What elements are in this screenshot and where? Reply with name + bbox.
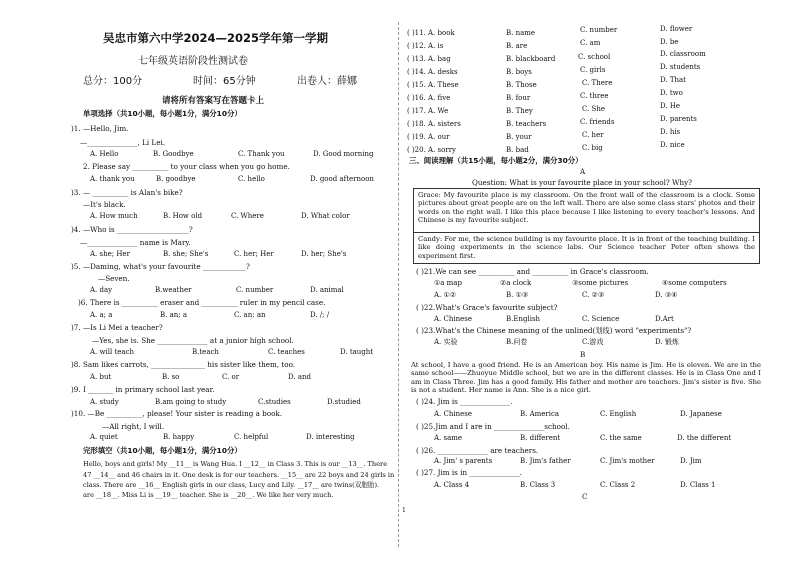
q24-stem: ( )24. Jim is ______________. <box>416 397 513 406</box>
q24-option-d: D. Japanese <box>680 410 722 418</box>
q3-option-c: C. Where <box>231 212 264 220</box>
passage-a-question: Question: What is your favourite place in your school? Why? <box>472 178 692 187</box>
candy-box <box>413 232 760 264</box>
cloze-18-a: ( )18. A. sisters <box>407 120 461 128</box>
q22-option-c: C. Science <box>582 315 620 323</box>
q23-option-b: B.问卷 <box>506 338 528 346</box>
q7-option-b: B.teach <box>192 348 219 356</box>
q3-option-b: B. How old <box>163 212 203 220</box>
passage-b-text: At school, I have a good friend. He is an American boy. His name is Jim. He is eleven. We are in the same school——Zhuoyue Middle school, but we are in the different classes. He is in Class One and I am in Class Three. Jim has a good family. His father and mother are teachers. Jim's sister is five. She is not a student. Her name is Ann. She is a nice girl. <box>411 361 761 395</box>
grace-text: Grace: My favourite place is my classroom. On the front wall of the classroom is a clock. Some pictures about great people are on the left wall. There are also some class stars' photos and their words on the right wall. I like this place because I like listening to every teacher's lessons. And Chinese is my favourite subject. <box>418 191 755 225</box>
section-2-title: 完形填空（共10小题，每小题1分，满分10分） <box>83 446 242 455</box>
cloze-16-c: C. three <box>580 92 609 100</box>
q6-option-a: A. a; a <box>90 311 113 319</box>
cloze-18-b: B. teachers <box>506 120 547 128</box>
q27-stem: ( )27. Jim is in ______________. <box>416 468 522 477</box>
q5-option-b: B.weather <box>155 286 192 294</box>
cloze-line-3: class. There are __16__ English girls in our class, Lucy and Lily. __17__ are twins(双胞胎). <box>83 481 380 489</box>
q21-item-1: ①a map <box>434 279 462 287</box>
q3-stem2: —It's black. <box>83 200 126 209</box>
answer-notice: 请将所有答案写在答题卡上 <box>162 96 265 106</box>
column-divider <box>398 22 399 547</box>
cloze-19-c: C. her <box>582 131 604 139</box>
cloze-19-b: B. your <box>506 133 532 141</box>
q21-option-a: A. ①② <box>434 291 457 299</box>
exam-score: 总分：100分 <box>83 76 143 87</box>
q25-option-b: B. different <box>520 434 561 442</box>
q4-stem: )4. —Who is ____________________? <box>71 225 193 234</box>
cloze-18-c: C. friends <box>580 118 615 126</box>
q10-option-b: B. happy <box>163 433 195 441</box>
cloze-16-a: ( )16. A. five <box>407 94 451 102</box>
q10-option-d: D. interesting <box>306 433 355 441</box>
q10-stem: )10. —Be __________, please! Your sister is reading a book. <box>71 409 283 418</box>
q25-option-a: A. same <box>434 434 463 442</box>
q1-stem2: —______________, Li Lei. <box>80 138 166 147</box>
q1-option-a: A. Hello <box>90 150 119 158</box>
cloze-20-b: B. bad <box>506 146 529 154</box>
q24-option-b: B. America <box>520 410 560 418</box>
cloze-16-d: D. two <box>660 89 683 97</box>
q27-option-c: C. Class 2 <box>600 481 636 489</box>
cloze-11-d: D. flower <box>660 25 693 33</box>
q4-option-a: A. she; Her <box>90 250 130 258</box>
exam-author: 出卷人：薛娜 <box>297 76 357 87</box>
q9-stem: )9. I _______ in primary school last year. <box>71 385 215 394</box>
q8-option-c: C. or <box>222 373 240 381</box>
q6-option-c: C. an; an <box>234 311 266 319</box>
q27-option-a: A. Class 4 <box>434 481 470 489</box>
q25-option-d: D. the different <box>677 434 732 442</box>
q5-stem2: —Seven. <box>98 274 130 283</box>
cloze-17-d: D. He <box>660 102 681 110</box>
q5-stem: )5. —Daming, what's your favourite ____________? <box>71 262 250 271</box>
candy-text: Candy: For me, the science building is my favourite place. It is in front of the teaching building. I like doing experiments in the science labs. Our Science teacher Peter often shows the experiment first. <box>418 235 755 260</box>
q3-option-a: A. How much <box>90 212 138 220</box>
q5-option-c: C. number <box>236 286 274 294</box>
cloze-15-c: C. There <box>582 79 613 87</box>
q6-stem: )6. There is __________ eraser and __________ ruler in my pencil case. <box>78 298 326 307</box>
q1-stem: )1. —Hello, Jim. <box>71 124 129 133</box>
q3-stem: )3. — __________ is Alan's bike? <box>71 188 183 197</box>
q23-option-c: C.游戏 <box>582 338 604 346</box>
q23-option-d: D. 锻炼 <box>655 338 679 346</box>
q22-option-a: A. Chinese <box>434 315 472 323</box>
cloze-15-b: B. Those <box>506 81 537 89</box>
cloze-13-a: ( )13. A. bag <box>407 55 451 63</box>
q5-option-a: A. day <box>90 286 113 294</box>
q3-option-d: D. What color <box>301 212 350 220</box>
exam-time: 时间：65分钟 <box>193 76 256 87</box>
cloze-12-c: C. am <box>580 39 601 47</box>
q22-stem: ( )22.What's Grace's favourite subject? <box>416 303 558 312</box>
q6-option-d: D. /; / <box>310 311 330 319</box>
q2-option-c: C. hello <box>238 175 265 183</box>
q21-item-4: ④some computers <box>662 279 727 287</box>
q23-option-a: A. 实验 <box>434 338 458 346</box>
cloze-15-a: ( )15. A. These <box>407 81 459 89</box>
cloze-12-b: B. are <box>506 42 528 50</box>
q9-option-c: C.studies <box>258 398 291 406</box>
q8-option-a: A. but <box>90 373 112 381</box>
q1-option-b: B. Goodbye <box>153 150 194 158</box>
q1-option-d: D. Good morning <box>313 150 374 158</box>
q4-stem2: —______________ name is Mary. <box>80 238 191 247</box>
q24-option-c: C. English <box>600 410 637 418</box>
q21-item-2: ②a clock <box>500 279 532 287</box>
passage-a-label: A <box>580 167 586 176</box>
cloze-line-4: are __18__. Miss Li is __19__ teacher. She is __20__. We like her very much. <box>83 491 334 499</box>
q26-option-c: C. Jim's mother <box>600 457 655 465</box>
q27-option-b: B. Class 3 <box>520 481 556 489</box>
cloze-line-1: Hello, boys and girls! My __11__ is Wang Hua. I __12__ in Class 3. This is our __13__. There <box>83 460 388 468</box>
cloze-20-a: ( )20. A. sorry <box>407 146 457 154</box>
q6-option-b: B. an; a <box>160 311 188 319</box>
section-1-title: 单项选择（共10小题，每小题1分，满分10分） <box>83 109 242 118</box>
q26-option-a: A. Jim' s parents <box>434 457 493 465</box>
q7-stem2: —Yes, she is. She ______________ at a junior high school. <box>92 336 294 345</box>
grace-box <box>413 188 760 233</box>
cloze-20-d: D. nice <box>660 141 685 149</box>
cloze-11-c: C. number <box>580 26 618 34</box>
cloze-15-d: D. That <box>660 76 686 84</box>
cloze-17-c: C. She <box>582 105 606 113</box>
q21-option-c: C. ②③ <box>582 291 605 299</box>
q21-stem: ( )21.We can see __________ and __________ in Grace's classroom. <box>416 267 649 276</box>
q9-option-a: A. study <box>90 398 119 406</box>
q22-option-d: D.Art <box>655 315 674 323</box>
cloze-11-a: ( )11. A. book <box>407 29 455 37</box>
q9-option-b: B.am going to study <box>155 398 227 406</box>
q4-option-d: D. her; She's <box>301 250 347 258</box>
cloze-11-b: B. name <box>506 29 536 37</box>
q7-stem: )7. —Is Li Mei a teacher? <box>71 323 163 332</box>
section-3-title: 三、阅读理解（共15小题，每小题2分，满分30分） <box>409 156 583 165</box>
q4-option-b: B. she; She's <box>163 250 209 258</box>
cloze-14-a: ( )14. A. desks <box>407 68 458 76</box>
q10-stem2: —All right, I will. <box>102 422 165 431</box>
q10-option-a: A. quiet <box>90 433 118 441</box>
q7-option-d: D. taught <box>340 348 374 356</box>
cloze-14-b: B. boys <box>506 68 532 76</box>
q2-option-b: B. goodbye <box>156 175 196 183</box>
q25-option-c: C. the same <box>600 434 642 442</box>
cloze-20-c: C. big <box>582 144 603 152</box>
q8-option-d: D. and <box>288 373 311 381</box>
q26-option-b: B. Jim's father <box>520 457 571 465</box>
cloze-14-d: D. students <box>660 63 701 71</box>
cloze-13-c: C. school <box>578 53 611 61</box>
exam-title: 七年级英语阶段性测试卷 <box>138 56 248 67</box>
cloze-18-d: D. parents <box>660 115 697 123</box>
cloze-13-d: D. classroom <box>660 50 706 58</box>
q2-option-a: A. thank you <box>90 175 135 183</box>
q2-option-d: D. good afternoon <box>310 175 374 183</box>
passage-b-label: B <box>580 350 586 359</box>
q5-option-d: D. animal <box>310 286 344 294</box>
cloze-line-2: 47 __14__ and 46 chairs in it. One desk is for our teachers. __15__ are 22 boys and 24 girls in <box>83 471 395 479</box>
q4-option-c: C. her; Her <box>234 250 274 258</box>
cloze-12-d: D. be <box>660 38 679 46</box>
cloze-16-b: B. four <box>506 94 531 102</box>
q24-option-a: A. Chinese <box>434 410 472 418</box>
page-number: 1 <box>402 507 406 514</box>
passage-c-label: C <box>582 492 588 501</box>
q7-option-c: C. teaches <box>268 348 305 356</box>
q1-option-c: C. Thank you <box>238 150 285 158</box>
q2-stem: 2. Please say __________ to your class when you go home. <box>83 162 290 171</box>
q23-stem: ( )23.What's the Chinese meaning of the unlined(划线) word "experiments"? <box>416 326 692 335</box>
cloze-19-d: D. his <box>660 128 681 136</box>
q8-stem: )8. Sam likes carrots, _______________ his sister like them, too. <box>71 360 296 369</box>
cloze-19-a: ( )19. A. our <box>407 133 450 141</box>
cloze-12-a: ( )12. A. is <box>407 42 444 50</box>
q8-option-b: B. so <box>162 373 180 381</box>
cloze-14-c: C. girls <box>580 66 606 74</box>
q27-option-d: D. Class 1 <box>680 481 716 489</box>
q7-option-a: A. will teach <box>90 348 134 356</box>
q22-option-b: B.English <box>506 315 541 323</box>
cloze-17-b: B. They <box>506 107 533 115</box>
school-title: 吴忠市第六中学2024—2025学年第一学期 <box>103 31 329 45</box>
q21-option-d: D. ③④ <box>655 291 678 299</box>
q26-option-d: D. Jim <box>680 457 702 465</box>
cloze-17-a: ( )17. A. We <box>407 107 449 115</box>
cloze-13-b: B. blackboard <box>506 55 556 63</box>
q26-stem: ( )26. ______________ are teachers. <box>416 446 539 455</box>
q25-stem: ( )25.Jim and I are in ______________school. <box>416 422 570 431</box>
q10-option-c: C. helpful <box>234 433 269 441</box>
q21-item-3: ③some pictures <box>572 279 629 287</box>
q21-option-b: B. ①③ <box>506 291 529 299</box>
q9-option-d: D.studied <box>327 398 361 406</box>
